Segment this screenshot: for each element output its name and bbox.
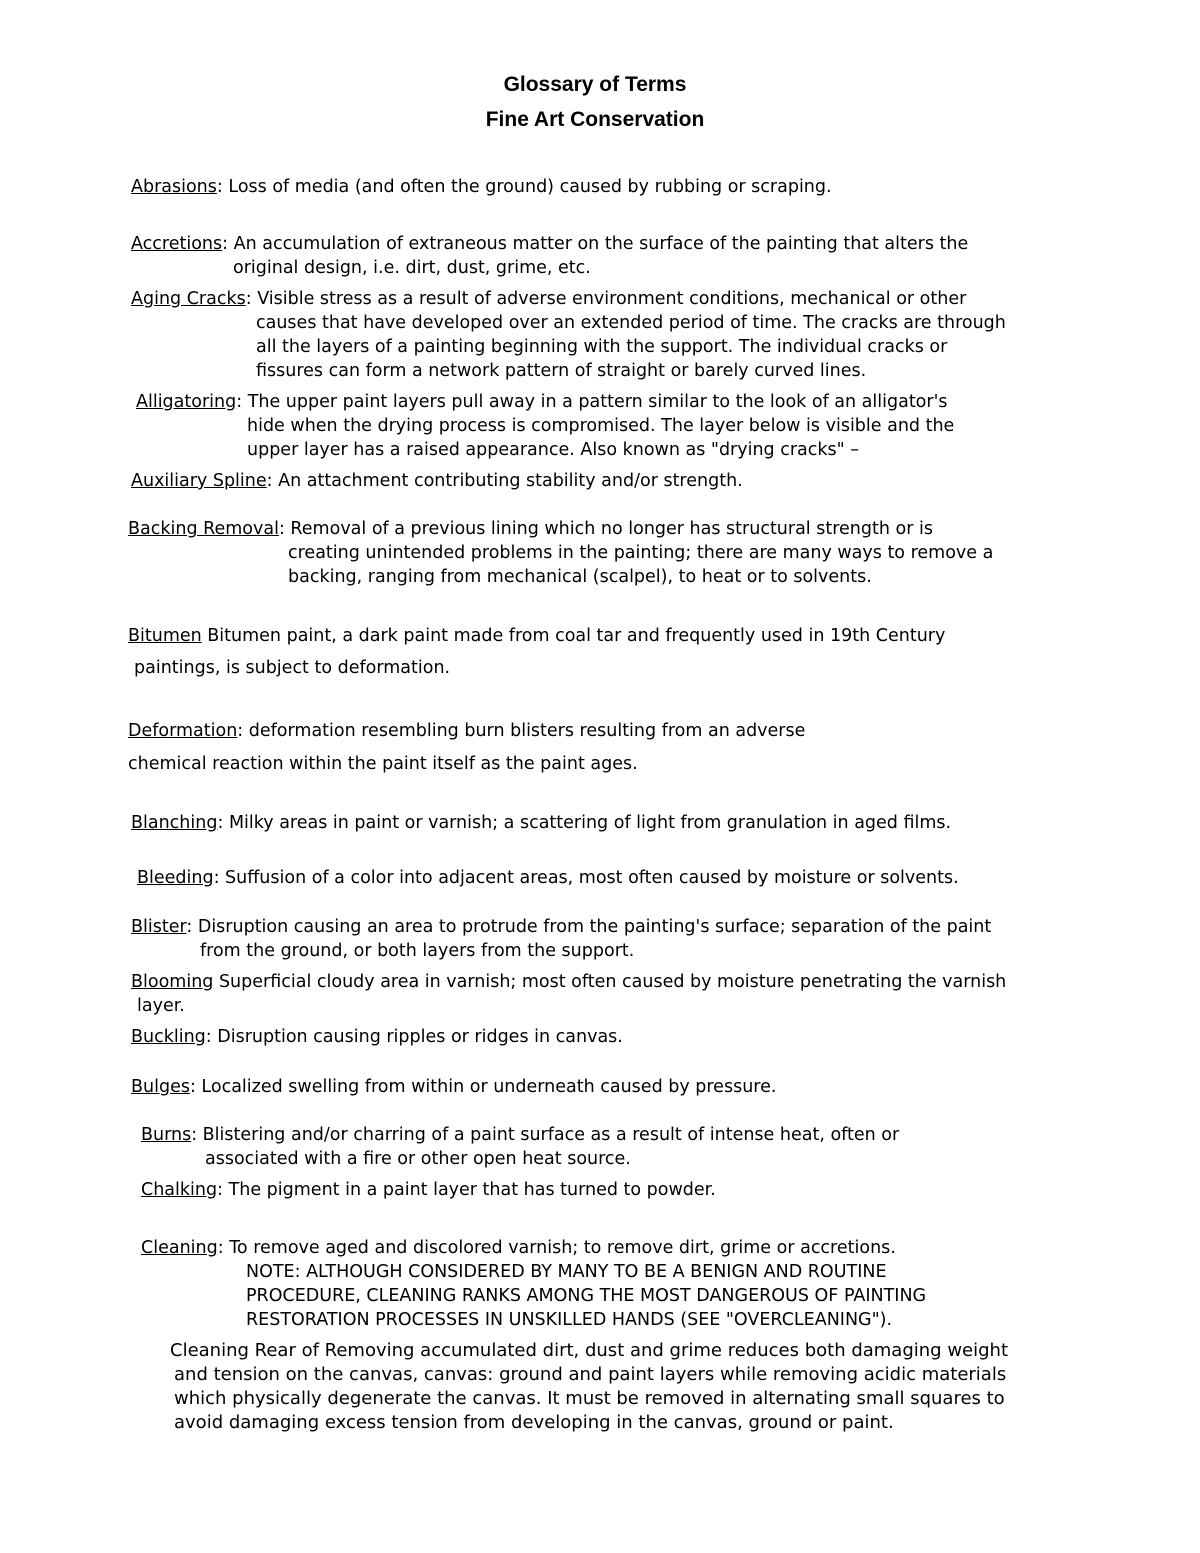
glossary-definition: NOTE: ALTHOUGH CONSIDERED BY MANY TO BE A BENIGN AND ROUTINE bbox=[246, 1262, 887, 1282]
glossary-term: Blooming bbox=[131, 972, 214, 992]
glossary-definition: causes that have developed over an extended period of time. The cracks are through bbox=[256, 313, 1006, 333]
glossary-term: Blister bbox=[131, 917, 187, 937]
glossary-entry: Aging Cracks: Visible stress as a result of adverse environment conditions, mechanical or other causes that have developed over an extended period of time. The cracks are through all the layers of a painting beginning with the support. The individual cracks or fissures can form a network pattern of straight or barely curved lines. bbox=[131, 289, 1006, 381]
glossary-term: Chalking bbox=[141, 1180, 218, 1200]
glossary-definition: Suffusion of a color into adjacent areas, most often caused by moisture or solvents. bbox=[219, 868, 959, 888]
glossary-definition: The pigment in a paint layer that has turned to powder. bbox=[223, 1180, 716, 1200]
glossary-entry: Chalking: The pigment in a paint layer that has turned to powder. bbox=[141, 1180, 716, 1200]
glossary-definition: PROCEDURE, CLEANING RANKS AMONG THE MOST DANGEROUS OF PAINTING bbox=[246, 1286, 927, 1306]
glossary-entry: Bulges: Localized swelling from within or underneath caused by pressure. bbox=[131, 1077, 777, 1097]
glossary-definition: original design, i.e. dirt, dust, grime, etc. bbox=[233, 258, 591, 278]
glossary-definition: Blistering and/or charring of a paint surface as a result of intense heat, often or bbox=[197, 1125, 900, 1145]
glossary-definition: Loss of media (and often the ground) caused by rubbing or scraping. bbox=[222, 177, 832, 197]
glossary-term: Blanching bbox=[131, 813, 218, 833]
page-subtitle: Fine Art Conservation bbox=[485, 108, 705, 131]
glossary-term: Backing Removal bbox=[128, 519, 279, 539]
glossary-term: Buckling bbox=[131, 1027, 206, 1047]
glossary-entry: Burns: Blistering and/or charring of a paint surface as a result of intense heat, often or associated with a fire or other open heat source. bbox=[141, 1125, 900, 1169]
glossary-definition: and tension on the canvas, canvas: ground and paint layers while removing acidic materials bbox=[174, 1364, 1007, 1385]
glossary-term: Burns bbox=[141, 1125, 192, 1145]
glossary-definition: Disruption causing ripples or ridges in canvas. bbox=[211, 1027, 623, 1047]
glossary-term: Abrasions bbox=[131, 177, 217, 197]
glossary-definition: Bitumen paint, a dark paint made from coal tar and frequently used in 19th Century bbox=[201, 626, 946, 646]
glossary-entry bbox=[128, 620, 945, 684]
glossary-definition: from the ground, or both layers from the support. bbox=[200, 941, 635, 961]
glossary-definition: Localized swelling from within or underneath caused by pressure. bbox=[195, 1077, 777, 1097]
glossary-entry: Abrasions: Loss of media (and often the ground) caused by rubbing or scraping. bbox=[131, 177, 832, 197]
glossary-term: Auxiliary Spline bbox=[131, 471, 267, 491]
glossary-entry: Auxiliary Spline: An attachment contributing stability and/or strength. bbox=[131, 471, 743, 491]
glossary-definition: fissures can form a network pattern of straight or barely curved lines. bbox=[256, 361, 867, 381]
glossary-entry: Accretions: An accumulation of extraneous matter on the surface of the painting that alters the original design, i.e. dirt, dust, grime, etc. bbox=[131, 234, 969, 278]
glossary-term: Deformation bbox=[128, 721, 238, 741]
glossary-definition: layer. bbox=[137, 996, 185, 1016]
glossary-definition: backing, ranging from mechanical (scalpel), to heat or to solvents. bbox=[288, 567, 872, 587]
glossary-entry bbox=[170, 1339, 1008, 1435]
glossary-definition: RESTORATION PROCESSES IN UNSKILLED HANDS (SEE "OVERCLEANING"). bbox=[246, 1310, 893, 1330]
glossary-definition: Disruption causing an area to protrude from the painting's surface; separation of the paint bbox=[192, 917, 992, 937]
glossary-definition: all the layers of a painting beginning with the support. The individual cracks or bbox=[256, 337, 948, 357]
glossary-entry: Backing Removal: Removal of a previous lining which no longer has structural strength or is creating unintended problems in the painting; there are many ways to remove a backing, ranging from mechanical (scalpel), to heat or to solvents. bbox=[128, 519, 994, 587]
glossary-term: Aging Cracks bbox=[131, 289, 246, 309]
glossary-definition: The upper paint layers pull away in a pattern similar to the look of an alligator's bbox=[242, 392, 948, 412]
glossary-term: Cleaning bbox=[141, 1238, 218, 1258]
glossary-definition: To remove aged and discolored varnish; to remove dirt, grime or accretions. bbox=[223, 1238, 896, 1258]
glossary-term: Alligatoring bbox=[136, 392, 237, 412]
glossary-entry: Deformation: deformation resembling burn blisters resulting from an adverse chemical reaction within the paint itself as the paint ages. bbox=[128, 715, 805, 781]
page-title: Glossary of Terms bbox=[503, 73, 687, 96]
glossary-term: Bitumen bbox=[128, 626, 202, 646]
glossary-entry: Alligatoring: The upper paint layers pull away in a pattern similar to the look of an alligator's hide when the drying process is compromised. The layer below is visible and the upper layer has a raised appearance. Also known as "drying cracks" – bbox=[136, 392, 955, 460]
glossary-definition: which physically degenerate the canvas. It must be removed in alternating small squares to bbox=[174, 1388, 1005, 1409]
glossary-definition: paintings, is subject to deformation. bbox=[134, 658, 451, 678]
glossary-definition: Milky areas in paint or varnish; a scattering of light from granulation in aged films. bbox=[223, 813, 952, 833]
glossary-definition: hide when the drying process is compromised. The layer below is visible and the bbox=[247, 416, 955, 436]
glossary-entry: Cleaning: To remove aged and discolored varnish; to remove dirt, grime or accretions. NOTE: ALTHOUGH CONSIDERED BY MANY TO BE A BENIGN AND ROUTINE PROCEDURE, CLEANING RANKS AMONG THE MOST DANGEROUS OF PAINTING RESTORATION PROCESSES IN UNSKILLED HANDS (SEE "OVERCLEANING"). bbox=[141, 1238, 927, 1330]
glossary-term: Bulges bbox=[131, 1077, 190, 1097]
glossary-definition: upper layer has a raised appearance. Also known as "drying cracks" – bbox=[247, 440, 860, 460]
glossary-definition: avoid damaging excess tension from developing in the canvas, ground or paint. bbox=[174, 1412, 894, 1433]
glossary-entry: Buckling: Disruption causing ripples or ridges in canvas. bbox=[131, 1027, 623, 1047]
glossary-definition: Removal of a previous lining which no longer has structural strength or is bbox=[284, 519, 933, 539]
glossary-term: Accretions bbox=[131, 234, 223, 254]
glossary-definition: chemical reaction within the paint itself as the paint ages. bbox=[128, 754, 638, 774]
glossary-definition: associated with a fire or other open heat source. bbox=[205, 1149, 631, 1169]
glossary-definition: Visible stress as a result of adverse environment conditions, mechanical or other bbox=[251, 289, 967, 309]
glossary-definition: deformation resembling burn blisters resulting from an adverse bbox=[243, 721, 806, 741]
glossary-definition: An attachment contributing stability and/or strength. bbox=[272, 471, 743, 491]
glossary-definition: An accumulation of extraneous matter on the surface of the painting that alters the bbox=[228, 234, 969, 254]
glossary-definition: Superficial cloudy area in varnish; most often caused by moisture penetrating the varnish bbox=[213, 972, 1007, 992]
glossary-definition: creating unintended problems in the painting; there are many ways to remove a bbox=[288, 543, 994, 563]
glossary-entry: Blanching: Milky areas in paint or varnish; a scattering of light from granulation in aged films. bbox=[131, 813, 952, 833]
glossary-entry: Blister: Disruption causing an area to protrude from the painting's surface; separation of the paint from the ground, or both layers from the support. bbox=[131, 917, 992, 961]
glossary-definition: Cleaning Rear of Removing accumulated dirt, dust and grime reduces both damaging weight bbox=[170, 1340, 1009, 1361]
glossary-entry: Bleeding: Suffusion of a color into adjacent areas, most often caused by moisture or solvents. bbox=[137, 868, 959, 888]
glossary-entry bbox=[131, 970, 1006, 1018]
glossary-term: Bleeding bbox=[137, 868, 214, 888]
